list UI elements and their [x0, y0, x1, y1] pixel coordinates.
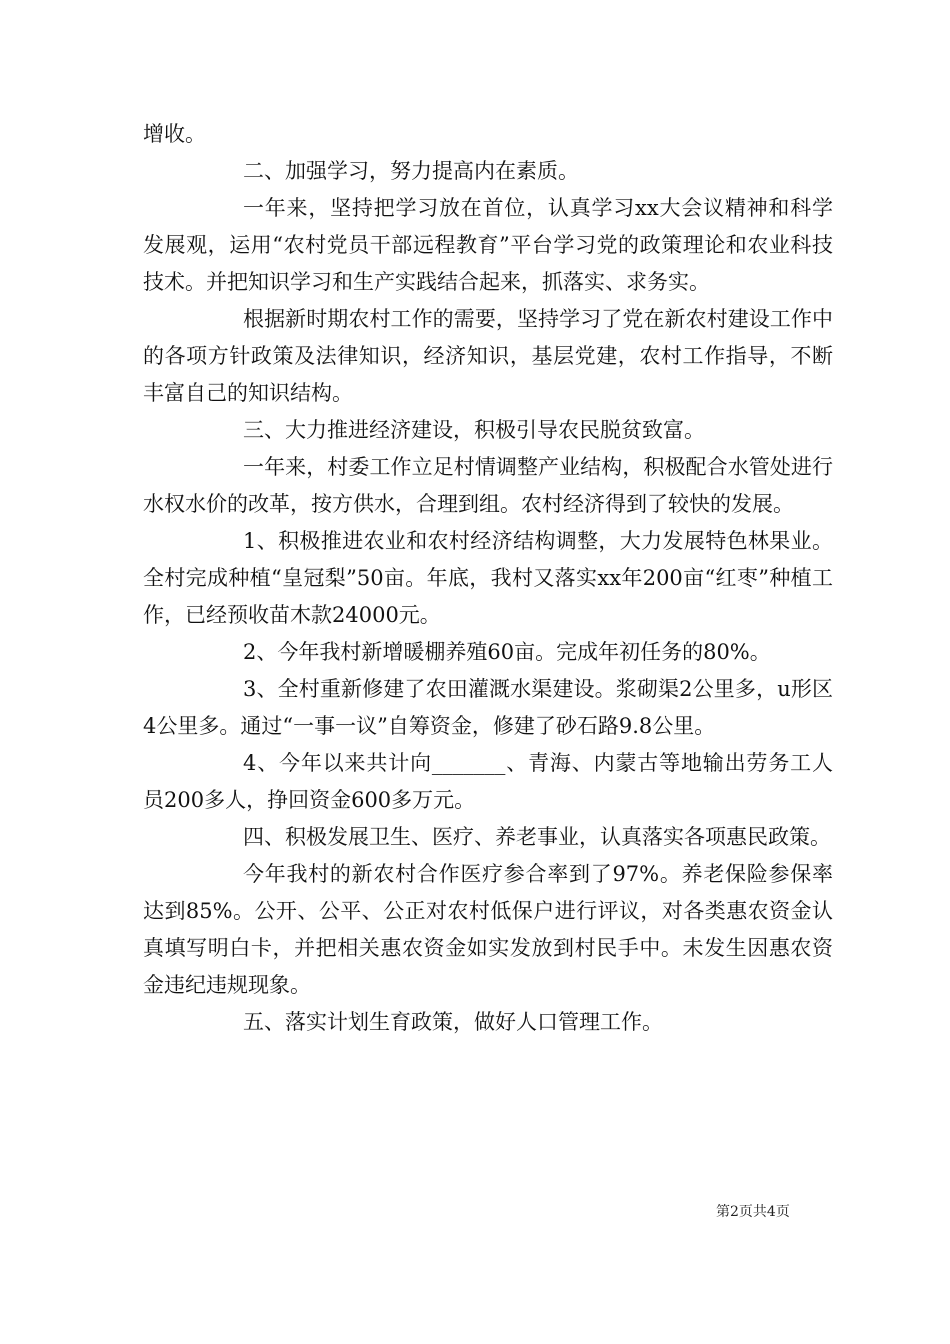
page-number: 第2页共4页	[716, 1204, 790, 1220]
list-item: 4、今年以来共计向_______、青海、内蒙古等地输出劳务工人员200多人，挣回资金600多万元。	[143, 751, 833, 812]
paragraph-continuation: 增收。	[143, 122, 206, 146]
section-heading-4: 四、积极发展卫生、医疗、养老事业，认真落实各项惠民政策。	[243, 825, 831, 849]
paragraph: 一年来，坚持把学习放在首位，认真学习xx大会议精神和科学发展观，运用“农村党员干部远程教育”平台学习党的政策理论和农业科技技术。并把知识学习和生产实践结合起来，抓落实、求务实。	[143, 196, 833, 294]
section-heading-3: 三、大力推进经济建设，积极引导农民脱贫致富。	[243, 418, 705, 442]
list-item: 2、今年我村新增暖棚养殖60亩。完成年初任务的80%。	[243, 640, 771, 664]
document-body	[143, 116, 833, 1041]
section-heading-5: 五、落实计划生育政策，做好人口管理工作。	[243, 1010, 663, 1034]
paragraph: 今年我村的新农村合作医疗参合率到了97%。养老保险参保率达到85%。公开、公平、公正对农村低保户进行评议，对各类惠农资金认真填写明白卡，并把相关惠农资金如实发放到村民手中。未发生因惠农资金违纪违规现象。	[143, 862, 833, 997]
paragraph: 一年来，村委工作立足村情调整产业结构，积极配合水管处进行水权水价的改革，按方供水，合理到组。农村经济得到了较快的发展。	[143, 455, 833, 516]
section-heading-2: 二、加强学习，努力提高内在素质。	[243, 159, 579, 183]
list-item: 1、积极推进农业和农村经济结构调整，大力发展特色林果业。全村完成种植“皇冠梨”50亩。年底，我村又落实xx年200亩“红枣”种植工作，已经预收苗木款24000元。	[143, 529, 833, 627]
list-item: 3、全村重新修建了农田灌溉水渠建设。浆砌渠2公里多，u形区4公里多。通过“一事一议”自筹资金，修建了砂石路9.8公里。	[143, 677, 833, 738]
paragraph: 根据新时期农村工作的需要，坚持学习了党在新农村建设工作中的各项方针政策及法律知识，经济知识，基层党建，农村工作指导，不断丰富自己的知识结构。	[143, 307, 833, 405]
